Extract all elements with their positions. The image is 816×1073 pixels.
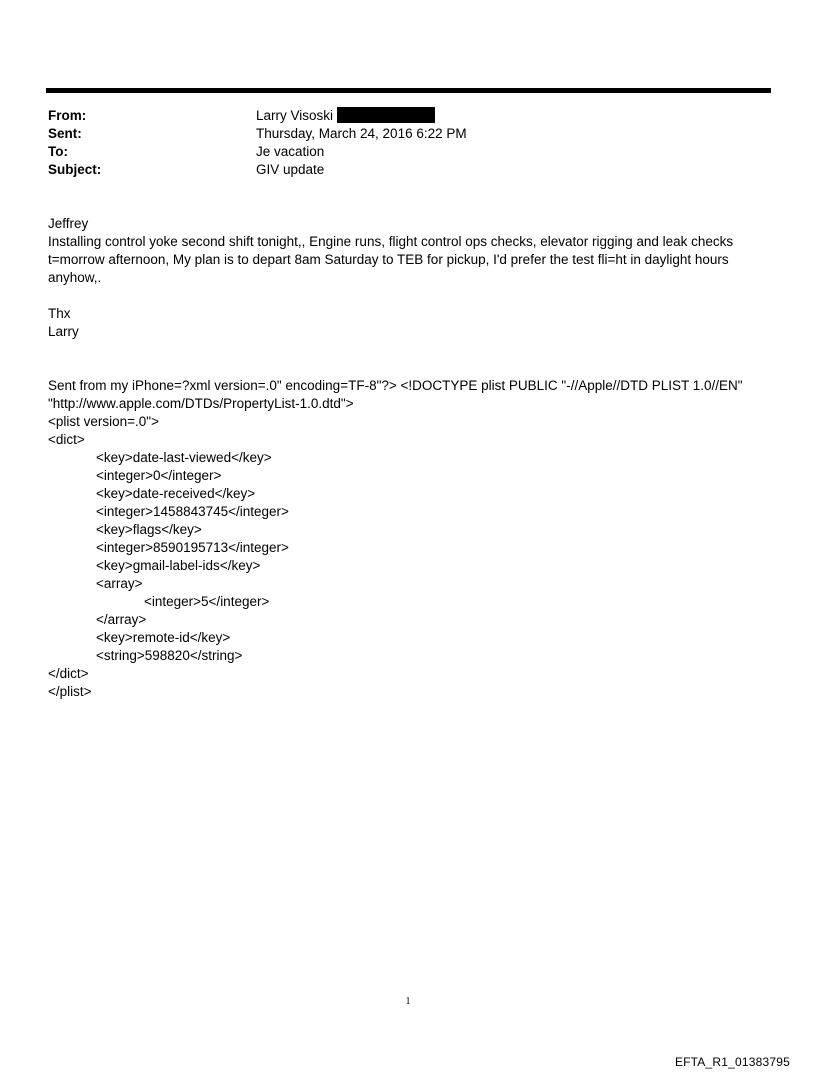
plist-line: <key>date-last-viewed</key> xyxy=(96,450,272,465)
to-value: Je vacation xyxy=(256,144,325,159)
header-rule xyxy=(46,88,771,93)
paragraph-line: anyhow,. xyxy=(48,270,102,285)
page-number: 1 xyxy=(405,996,411,1007)
paragraph-line: t=morrow afternoon, My plan is to depart 8am Saturday to TEB for pickup, I'd prefer the test fli=ht in daylight hours xyxy=(48,252,729,267)
plist-line: <integer>5</integer> xyxy=(144,594,270,609)
greeting: Jeffrey xyxy=(48,216,89,231)
plist-line: <key>date-received</key> xyxy=(96,486,256,501)
plist-line: </array> xyxy=(96,612,147,627)
sent-from-line: Sent from my iPhone=?xml version=.0" encoding=TF-8"?> <!DOCTYPE plist PUBLIC "-//Apple//DTD PLIST 1.0//EN" xyxy=(48,378,743,393)
plist-line: <key>flags</key> xyxy=(96,522,202,537)
spacer xyxy=(48,341,758,359)
to-label: To: xyxy=(48,144,68,159)
plist-line: <array> xyxy=(96,576,143,591)
plist-line: <integer>8590195713</integer> xyxy=(96,540,289,555)
spacer xyxy=(48,287,758,305)
plist-line: <string>598820</string> xyxy=(96,648,243,663)
paragraph-line: Installing control yoke second shift tonight,, Engine runs, flight control ops checks, elevator rigging and leak checks xyxy=(48,234,734,249)
plist-line: </dict> xyxy=(48,666,89,681)
signature: Larry xyxy=(48,324,79,339)
plist-line: <integer>1458843745</integer> xyxy=(96,504,289,519)
thanks: Thx xyxy=(48,306,71,321)
from-label: From: xyxy=(48,108,87,123)
plist-line: <key>remote-id</key> xyxy=(96,630,231,645)
plist-line: <dict> xyxy=(48,432,85,447)
plist-line: </plist> xyxy=(48,684,92,699)
plist-line: <integer>0</integer> xyxy=(96,468,222,483)
plist-line: <plist version=.0"> xyxy=(48,414,159,429)
spacer xyxy=(48,359,758,377)
sent-value: Thursday, March 24, 2016 6:22 PM xyxy=(256,126,467,141)
subject-label: Subject: xyxy=(48,162,102,177)
from-value xyxy=(256,107,435,125)
bates-number: EFTA_R1_01383795 xyxy=(674,1055,790,1069)
email-body xyxy=(48,215,758,701)
sent-from-line: "http://www.apple.com/DTDs/PropertyList-1.0.dtd"> xyxy=(48,396,354,411)
sent-label: Sent: xyxy=(48,126,82,141)
plist-line: <key>gmail-label-ids</key> xyxy=(96,558,261,573)
subject-value: GIV update xyxy=(256,162,325,177)
from-name: Larry Visoski xyxy=(256,108,334,123)
redaction-block xyxy=(337,107,435,123)
